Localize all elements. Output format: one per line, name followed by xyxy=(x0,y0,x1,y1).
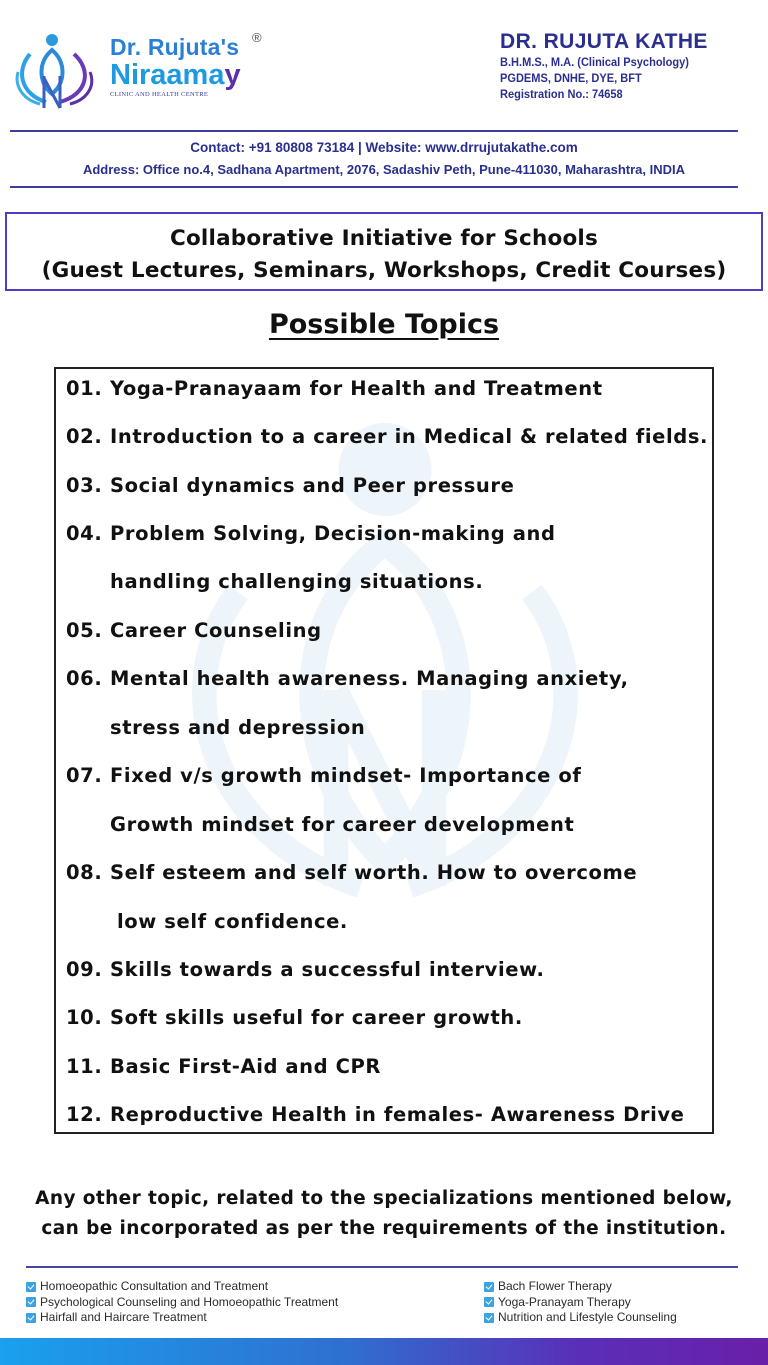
initiative-title-box xyxy=(5,212,763,291)
niraamay-lotus-logo-icon xyxy=(12,32,98,112)
topic-item-continuation: low self confidence. xyxy=(117,910,348,933)
header-divider-bottom xyxy=(10,186,738,188)
brand-tagline: CLINIC AND HEALTH CENTRE xyxy=(110,91,209,98)
topics-heading-text: Possible Topics xyxy=(268,309,500,340)
brand-line2 xyxy=(110,60,241,90)
footer-note xyxy=(0,1184,768,1244)
brand-niraama: Niraama xyxy=(110,59,225,91)
brand-y-accent: y xyxy=(224,59,241,91)
doctor-qualifications: B.H.M.S., M.A. (Clinical Psychology) xyxy=(500,55,689,69)
topics-heading xyxy=(0,309,768,340)
topic-item: 05. Career Counseling xyxy=(66,619,322,642)
topic-item: 02. Introduction to a career in Medical & related fields. xyxy=(66,425,709,448)
doctor-info xyxy=(500,30,708,102)
specializations-divider xyxy=(26,1266,738,1268)
topic-item: 08. Self esteem and self worth. How to overcome xyxy=(66,861,638,884)
topic-item: 10. Soft skills useful for career growth. xyxy=(66,1006,523,1029)
specializations-right xyxy=(484,1279,677,1326)
topic-item: 12. Reproductive Health in females- Awareness Drive xyxy=(66,1103,685,1126)
initiative-subtitle: (Guest Lectures, Seminars, Workshops, Credit Courses) xyxy=(41,258,727,283)
topic-item: 04. Problem Solving, Decision-making and xyxy=(66,522,556,545)
specialization-item: Nutrition and Lifestyle Counseling xyxy=(484,1310,677,1326)
doctor-name: DR. RUJUTA KATHE xyxy=(500,30,708,53)
checkbox-icon xyxy=(484,1282,494,1292)
registered-mark: ® xyxy=(252,30,262,45)
topic-item: 01. Yoga-Pranayaam for Health and Treatment xyxy=(66,377,603,400)
checkbox-icon xyxy=(26,1297,36,1307)
address-line: Address: Office no.4, Sadhana Apartment, 2076, Sadashiv Peth, Pune-411030, Maharashtra, INDIA xyxy=(82,162,686,177)
checkbox-icon xyxy=(484,1297,494,1307)
topic-item: 11. Basic First-Aid and CPR xyxy=(66,1055,382,1078)
brand-name xyxy=(110,30,262,98)
brand-line1: Dr. Rujuta's xyxy=(110,34,240,60)
specialization-item: Homoeopathic Consultation and Treatment xyxy=(26,1279,338,1295)
doctor-diplomas: PGDEMS, DNHE, DYE, BFT xyxy=(500,71,642,85)
letterhead xyxy=(0,0,768,125)
header-divider-top xyxy=(10,130,738,132)
checkbox-icon xyxy=(26,1313,36,1323)
specialization-item: Yoga-Pranayam Therapy xyxy=(484,1295,677,1311)
footer-note-line1: Any other topic, related to the specializations mentioned below, xyxy=(35,1188,733,1209)
contact-line: Contact: +91 80808 73184 | Website: www.drrujutakathe.com xyxy=(190,140,578,155)
topic-item: 03. Social dynamics and Peer pressure xyxy=(66,474,515,497)
topic-item: 07. Fixed v/s growth mindset- Importance of xyxy=(66,764,582,787)
topic-item-continuation: Growth mindset for career development xyxy=(110,813,575,836)
topic-item: 09. Skills towards a successful interview. xyxy=(66,958,545,981)
doctor-registration: Registration No.: 74658 xyxy=(500,87,623,101)
checkbox-icon xyxy=(484,1313,494,1323)
topic-item-continuation: handling challenging situations. xyxy=(110,570,484,593)
specialization-item: Bach Flower Therapy xyxy=(484,1279,677,1295)
specialization-item: Psychological Counseling and Homoeopathic Treatment xyxy=(26,1295,338,1311)
gradient-footer-bar xyxy=(0,1338,768,1365)
topics-list xyxy=(54,367,714,1134)
checkbox-icon xyxy=(26,1282,36,1292)
footer-note-line2: can be incorporated as per the requirements of the institution. xyxy=(41,1218,727,1239)
specializations-left xyxy=(26,1279,338,1326)
topic-item-continuation: stress and depression xyxy=(110,716,366,739)
topic-item: 06. Mental health awareness. Managing anxiety, xyxy=(66,667,629,690)
initiative-title: Collaborative Initiative for Schools xyxy=(169,226,598,251)
specialization-item: Hairfall and Haircare Treatment xyxy=(26,1310,338,1326)
